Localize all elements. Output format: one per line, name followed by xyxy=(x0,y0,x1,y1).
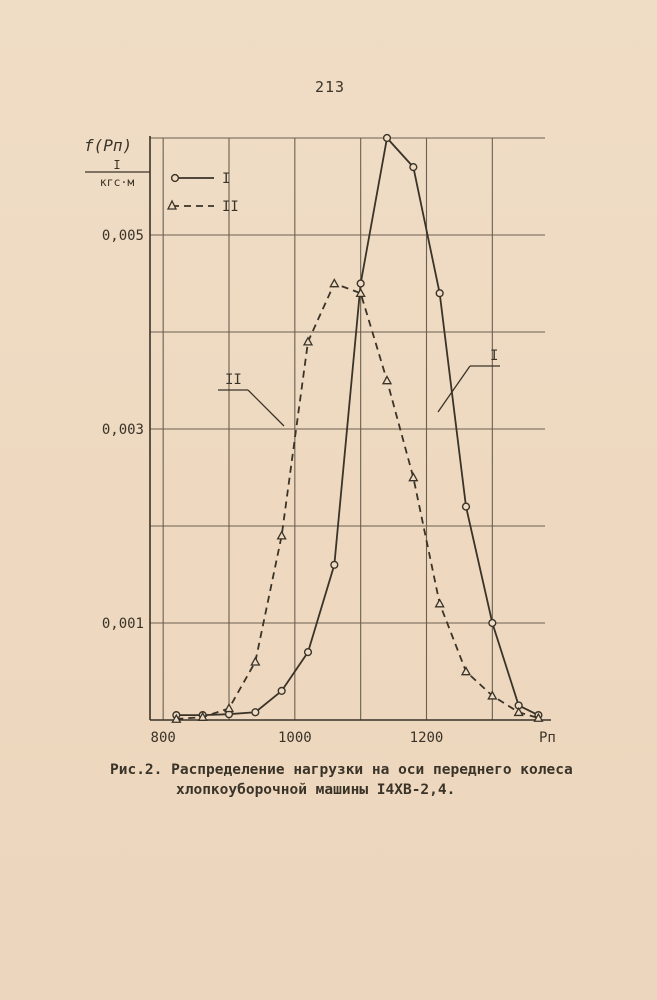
series-line-2 xyxy=(176,284,538,720)
data-point-circle xyxy=(463,503,470,510)
data-point-circle xyxy=(410,164,417,171)
data-point-circle xyxy=(305,649,312,656)
caption-line-2: хлопкоуборочной машины I4ХВ-2,4. xyxy=(176,782,456,798)
legend-label-1: I xyxy=(222,171,231,187)
figure-caption xyxy=(110,760,630,800)
x-tick-label: 1200 xyxy=(409,730,444,746)
data-point-circle xyxy=(331,561,338,568)
data-point-circle xyxy=(384,135,391,142)
data-point-triangle xyxy=(409,474,417,481)
data-point-circle xyxy=(489,620,496,627)
data-point-triangle xyxy=(278,532,286,539)
page-number: 213 xyxy=(314,78,346,96)
y-axis-label: f(Pп) xyxy=(84,136,133,155)
data-point-triangle xyxy=(383,377,391,384)
x-axis-label: Pп xyxy=(539,730,556,746)
x-tick-label: 1000 xyxy=(277,730,312,746)
y-axis-unit-denominator: кгс·м xyxy=(99,175,135,189)
legend-marker-2 xyxy=(168,201,176,209)
data-point-triangle xyxy=(330,280,338,287)
data-point-triangle xyxy=(462,668,470,675)
annotation-label-2: II xyxy=(225,372,242,388)
data-point-circle xyxy=(252,709,259,716)
annotation-leader-2 xyxy=(248,390,284,426)
data-point-triangle xyxy=(225,704,233,711)
caption-line-1: Рис.2. Распределение нагрузки на оси переднего колеса xyxy=(110,762,573,778)
data-point-circle xyxy=(357,280,364,287)
data-point-triangle xyxy=(304,338,312,345)
series-line-1 xyxy=(176,138,538,715)
data-point-triangle xyxy=(251,658,259,665)
data-point-triangle xyxy=(436,600,444,607)
annotation-label-1: I xyxy=(490,348,499,364)
data-point-circle xyxy=(436,290,443,297)
y-tick-label: 0,001 xyxy=(101,616,144,632)
data-point-triangle xyxy=(515,708,523,715)
y-axis-unit-numerator: I xyxy=(113,158,121,172)
y-tick-label: 0,005 xyxy=(101,228,144,244)
x-tick-label: 800 xyxy=(150,730,176,746)
data-point-circle xyxy=(278,688,285,695)
legend-label-2: II xyxy=(222,199,239,215)
legend-marker-1 xyxy=(172,175,179,182)
y-tick-label: 0,003 xyxy=(101,422,144,438)
